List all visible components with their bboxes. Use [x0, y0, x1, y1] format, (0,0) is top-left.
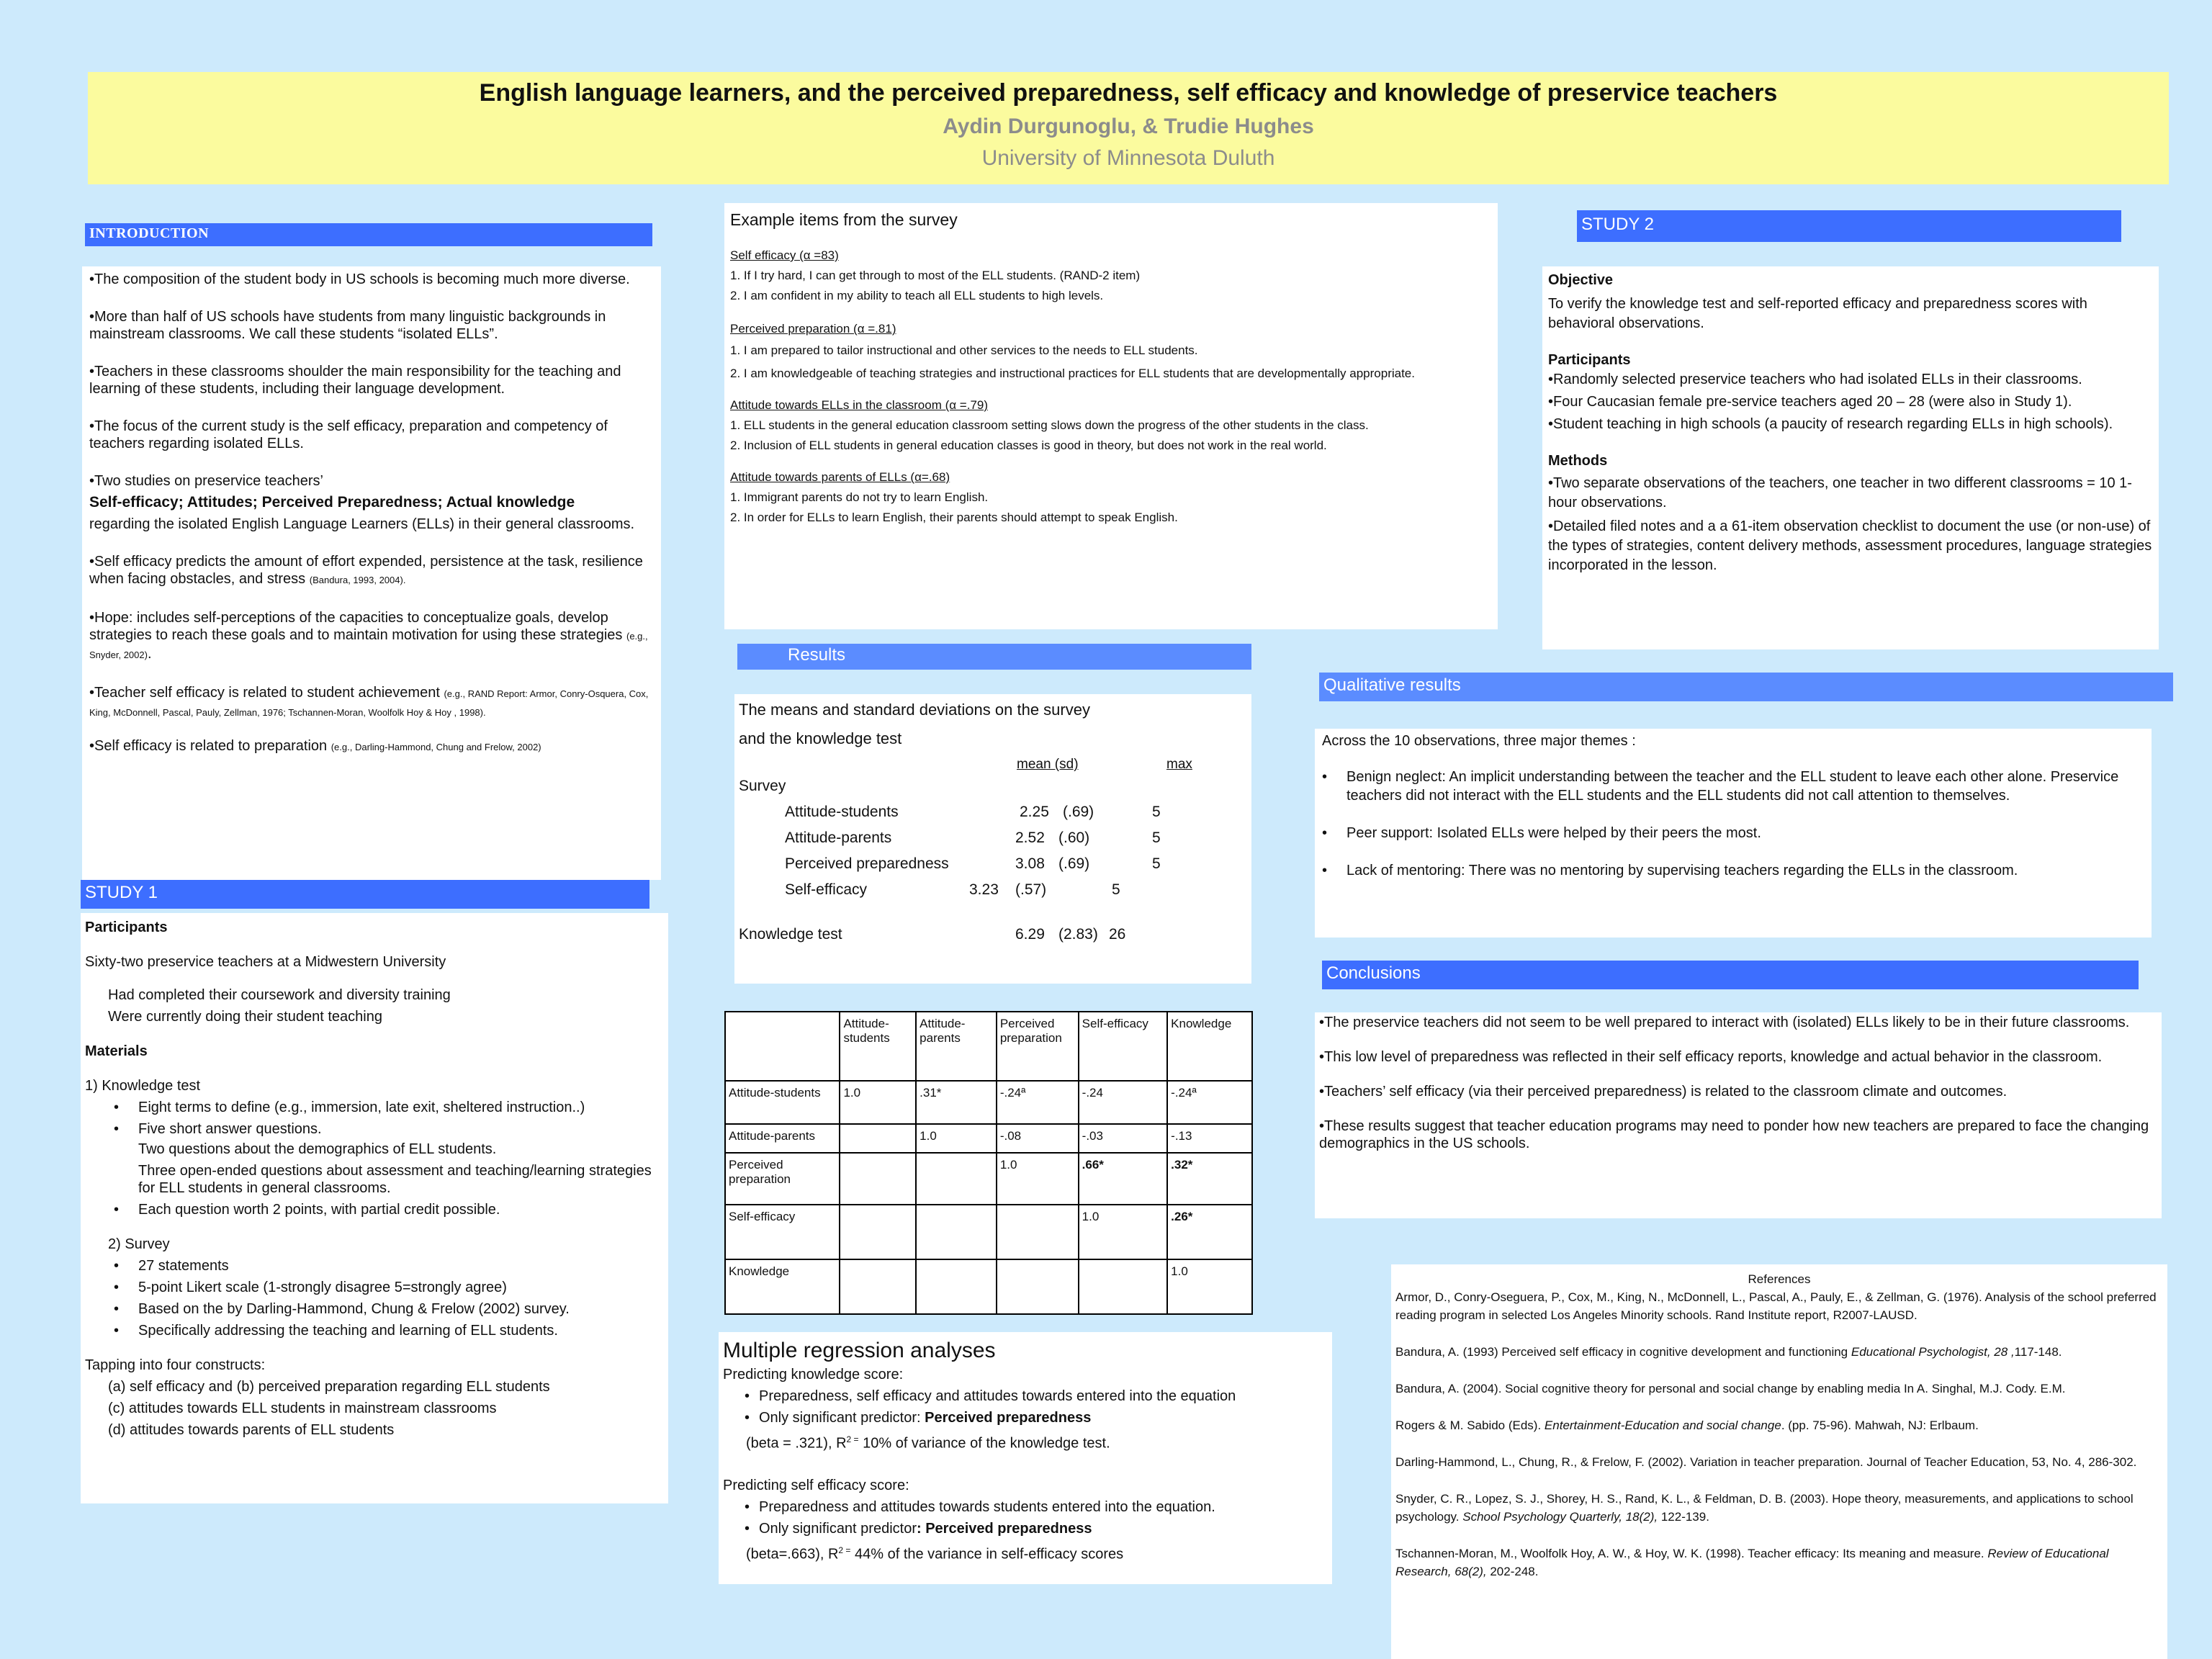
regression-stat	[723, 1539, 1328, 1565]
survey-item: 2. In order for ELLs to learn English, their parents should attempt to speak English.	[730, 511, 1178, 524]
survey-item: 1. Immigrant parents do not try to learn English.	[730, 490, 989, 504]
methods-item: •Detailed filed notes and a a 61-item observation checklist to document the use (or non-use) of the types of strategies, content delivery methods, assessment procedures, language strategies incorporated in the lesson.	[1548, 518, 2152, 573]
survey-label: Survey	[739, 778, 786, 794]
references-heading: References	[1748, 1272, 1811, 1286]
row-max: 5	[1152, 830, 1161, 846]
intro-point	[89, 684, 654, 721]
participants2-heading: Participants	[1548, 352, 1631, 368]
regression-panel	[719, 1332, 1332, 1584]
study2-panel	[1542, 266, 2159, 649]
reference-text: 202-248.	[1486, 1565, 1539, 1578]
participants2-item: •Four Caucasian female pre-service teachers aged 20 – 28 (were also in Study 1).	[1548, 394, 2072, 410]
table-cell: -.24	[1079, 1081, 1168, 1124]
survey-item: 2. I am confident in my ability to teach all ELL students to high levels.	[730, 289, 1104, 302]
table-cell: 1.0	[1079, 1205, 1168, 1259]
regression-subheading: Predicting knowledge score:	[723, 1367, 904, 1382]
results-heading: Results	[737, 644, 1251, 670]
table-corner-cell	[725, 1012, 840, 1081]
reference-journal: School Psychology Quarterly, 18(2),	[1462, 1510, 1658, 1524]
table-cell: .26*	[1167, 1205, 1252, 1259]
table-header-cell: Attitude-students	[840, 1012, 916, 1081]
table-row	[725, 1124, 1252, 1153]
regression-emphasis: : Perceived preparedness	[916, 1520, 1092, 1537]
table-cell	[997, 1259, 1079, 1314]
intro-citation: (e.g., Snyder, 2002)	[89, 631, 648, 660]
table-cell: 1.0	[997, 1153, 1079, 1205]
conclusion-item: •Teachers’ self efficacy (via their perceived preparedness) is related to the classroom climate and outcomes.	[1319, 1084, 2008, 1100]
intro-text: •Teacher self efficacy is related to student achievement	[89, 685, 440, 701]
table-cell: 1.0	[840, 1081, 916, 1124]
regression-emphasis: Perceived preparedness	[925, 1410, 1092, 1426]
results-intro: and the knowledge test	[739, 729, 902, 747]
survey-item: 2. I am knowledgeable of teaching strategies and instructional practices for ELL students that are developmentally appropriate.	[730, 367, 1415, 380]
knowledge-label: Knowledge test	[739, 926, 842, 943]
survey-items-panel	[724, 203, 1498, 629]
regression-item: • Preparedness and attitudes towards students entered into the equation.	[723, 1496, 1328, 1518]
table-row-label: Perceived preparation	[725, 1153, 840, 1205]
row-label: Perceived preparedness	[785, 855, 949, 872]
reference-text: . (pp. 75-96). Mahwah, NJ: Erlbaum.	[1781, 1419, 1979, 1432]
participants2-item: •Student teaching in high schools (a paucity of research regarding ELLs in high schools).	[1548, 416, 2113, 432]
table-cell: -.08	[997, 1124, 1079, 1153]
reference-text: Rogers & M. Sabido (Eds).	[1395, 1419, 1545, 1432]
table-cell: .32*	[1167, 1153, 1252, 1205]
table-cell	[840, 1205, 916, 1259]
list-item: • Based on the by Darling-Hammond, Chung & Frelow (2002) survey.	[138, 1300, 664, 1318]
references-panel	[1391, 1264, 2167, 1659]
row-sd: (.57)	[1015, 881, 1047, 898]
intro-citation: (Bandura, 1993, 2004).	[309, 575, 406, 585]
preparation-heading: Perceived preparation (α =.81)	[730, 322, 896, 336]
table-row	[725, 1081, 1252, 1124]
reference-item: Darling-Hammond, L., Chung, R., & Frelow, F. (2002). Variation in teacher preparation. Journal of Teacher Education, 53, No. 4, 286-302.	[1395, 1455, 2137, 1469]
regression-item	[723, 1518, 1328, 1539]
regression-item	[723, 1407, 1328, 1429]
row-mean: 2.52	[1015, 830, 1045, 846]
attitude-parents-heading: Attitude towards parents of ELLs (α=.68)	[730, 470, 950, 484]
row-max: 5	[1152, 855, 1161, 872]
knowledge-mean: 6.29	[1015, 926, 1045, 943]
methods-heading: Methods	[1548, 453, 1608, 469]
study2-heading: STUDY 2	[1577, 210, 2121, 242]
reference-text: 117-148.	[2014, 1345, 2062, 1359]
regression-sup: 2 =	[846, 1434, 859, 1444]
constructs-heading: Tapping into four constructs:	[85, 1357, 266, 1373]
row-sd: (.60)	[1058, 830, 1090, 846]
table-header-cell: Attitude-parents	[916, 1012, 997, 1081]
construct-item: (d) attitudes towards parents of ELL students	[108, 1422, 395, 1438]
list-item: • Each question worth 2 points, with partial credit possible.	[138, 1201, 664, 1218]
regression-text: Only significant predictor:	[759, 1410, 925, 1426]
objective-text: To verify the knowledge test and self-reported efficacy and preparedness scores with behavioral observations.	[1548, 296, 2087, 331]
regression-stat	[723, 1429, 1328, 1455]
intro-point	[89, 609, 654, 664]
conclusions-heading: Conclusions	[1322, 961, 2139, 989]
results-intro: The means and standard deviations on the survey	[739, 701, 1090, 719]
table-row-label: Self-efficacy	[725, 1205, 840, 1259]
reference-book: Entertainment-Education and social change	[1544, 1419, 1781, 1432]
intro-citation: (e.g., RAND Report: Armor, Conry-Osquera, Cox, King, McDonnell, Pascal, Pauly, Zellman, 1976; Tschannen-Moran, Woolfolk Hoy & Hoy , 1998).	[89, 688, 649, 718]
list-item: • Five short answer questions.	[138, 1120, 664, 1138]
objective-heading: Objective	[1548, 272, 1614, 288]
conclusion-item: •This low level of preparedness was reflected in their self efficacy reports, knowledge and actual behavior in the classroom.	[1319, 1049, 2103, 1065]
table-cell	[997, 1205, 1079, 1259]
list-subitem: Two questions about the demographics of ELL students.	[138, 1141, 497, 1157]
list-item: • Eight terms to define (e.g., immersion, late exit, sheltered instruction..)	[138, 1099, 664, 1116]
intro-point	[89, 553, 654, 589]
knowledge-sd: (2.83)	[1058, 926, 1098, 943]
list-item: • 27 statements	[138, 1257, 664, 1274]
table-cell: -.24ª	[997, 1081, 1079, 1124]
conclusion-item: •These results suggest that teacher education programs may need to ponder how new teachers are prepared to face the changing demographics in the US schools.	[1319, 1118, 2149, 1151]
poster-university: University of Minnesota Duluth	[981, 146, 1275, 170]
participants-detail: Were currently doing their student teaching	[108, 1009, 382, 1025]
row-sd: (.69)	[1058, 855, 1090, 872]
table-cell: -.24ª	[1167, 1081, 1252, 1124]
list-subitem: Three open-ended questions about assessment and teaching/learning strategies for ELL students in general classrooms.	[138, 1163, 652, 1196]
table-cell: .66*	[1079, 1153, 1168, 1205]
construct-item: (a) self efficacy and (b) perceived preparation regarding ELL students	[108, 1379, 550, 1395]
conclusion-item: •The preservice teachers did not seem to be well prepared to interact with (isolated) ELLs likely to be in their future classrooms.	[1319, 1015, 2130, 1030]
col-mean-header: mean (sd)	[1017, 757, 1079, 772]
construct-item: (c) attitudes towards ELL students in mainstream classrooms	[108, 1401, 497, 1416]
means-table	[739, 749, 1247, 1051]
reference-journal: Educational Psychologist, 28 ,	[1851, 1345, 2015, 1359]
reference-item	[1395, 1490, 2163, 1526]
survey-heading: 2) Survey	[108, 1236, 170, 1252]
table-row	[725, 1259, 1252, 1314]
materials-heading: Materials	[85, 1043, 148, 1059]
table-cell: .31*	[916, 1081, 997, 1124]
regression-heading: Multiple regression analyses	[723, 1339, 996, 1362]
table-cell	[840, 1153, 916, 1205]
survey-item: 2. Inclusion of ELL students in general education classes is good in theory, but does not work in the real world.	[730, 439, 1327, 452]
survey-item: 1. If I try hard, I can get through to most of the ELL students. (RAND-2 item)	[730, 269, 1141, 282]
regression-item: • Preparedness, self efficacy and attitudes towards entered into the equation	[723, 1385, 1328, 1407]
list-item: • 5-point Likert scale (1-strongly disagree 5=strongly agree)	[138, 1279, 664, 1296]
qualitative-intro: Across the 10 observations, three major themes :	[1322, 733, 1636, 749]
list-item: • Specifically addressing the teaching and learning of ELL students.	[138, 1322, 664, 1339]
table-cell	[916, 1153, 997, 1205]
survey-item: 1. I am prepared to tailor instructional and other services to the needs to ELL students.	[730, 343, 1198, 357]
table-header-cell: Knowledge	[1167, 1012, 1252, 1081]
col-max-header: max	[1166, 757, 1192, 772]
regression-text: 44% of the variance in self-efficacy scores	[850, 1546, 1124, 1563]
reference-item	[1395, 1416, 2163, 1434]
regression-text: Only significant predictor	[759, 1520, 917, 1537]
conclusions-panel	[1315, 1012, 2162, 1218]
knowledge-max: 26	[1109, 926, 1126, 943]
row-sd: (.69)	[1063, 804, 1094, 820]
row-max: 5	[1152, 804, 1161, 820]
intro-point: •The composition of the student body in US schools is becoming much more diverse.	[89, 271, 630, 287]
table-cell	[840, 1124, 916, 1153]
row-mean: 3.23	[969, 881, 999, 898]
reference-item: Armor, D., Conry-Oseguera, P., Cox, M., King, N., McDonnell, L., Pascal, A., Pauly, E., & Zellman, G. (1976). Analysis of the school preferred reading program in selected Los Angeles Minority schools. Rand Institute report, R2007-LAUSD.	[1395, 1290, 2157, 1322]
row-mean: 2.25	[1020, 804, 1049, 820]
regression-text: (beta = .321), R	[746, 1435, 847, 1452]
intro-citation: (e.g., Darling-Hammond, Chung and Frelow, 2002)	[331, 742, 541, 752]
introduction-panel	[82, 266, 661, 880]
table-cell: -.13	[1167, 1124, 1252, 1153]
intro-text: •Self efficacy predicts the amount of effort expended, persistence at the task, resilience when facing obstacles, and stress	[89, 554, 643, 587]
reference-text: Bandura, A. (1993) Perceived self efficacy in cognitive development and functioning	[1395, 1345, 1851, 1359]
table-header-cell: Perceived preparation	[997, 1012, 1079, 1081]
knowledge-test-list	[85, 1099, 664, 1138]
reference-item	[1395, 1545, 2163, 1581]
table-cell	[840, 1259, 916, 1314]
regression-sup: 2 =	[838, 1545, 851, 1555]
intro-point: •The focus of the current study is the self efficacy, preparation and competency of teachers regarding isolated ELLs.	[89, 418, 608, 451]
reference-item: Bandura, A. (2004). Social cognitive theory for personal and social change by enabling media In A. Singhal, M.J. Cody. E.M.	[1395, 1382, 2066, 1395]
knowledge-test-heading: 1) Knowledge test	[85, 1078, 201, 1094]
qualitative-item: • Lack of mentoring: There was no mentoring by supervising teachers regarding the ELLs in the classroom.	[1322, 861, 2144, 880]
table-cell: 1.0	[1167, 1259, 1252, 1314]
reference-text: 122-139.	[1658, 1510, 1709, 1524]
knowledge-test-list	[85, 1201, 664, 1218]
study1-panel	[81, 913, 668, 1503]
row-label: Self-efficacy	[785, 881, 867, 898]
intro-point: •Two studies on preservice teachers’	[89, 473, 323, 489]
table-header-cell: Self-efficacy	[1079, 1012, 1168, 1081]
correlation-table	[724, 1011, 1253, 1315]
intro-constructs: Self-efficacy; Attitudes; Perceived Preparedness; Actual knowledge	[89, 494, 575, 511]
table-row	[725, 1205, 1252, 1259]
reference-text: Snyder, C. R., Lopez, S. J., Shorey, H. S., Rand, K. L., & Feldman, D. B. (2003). Hope theory, measurements, and applications to school psychology.	[1395, 1492, 2134, 1524]
participants2-item: •Randomly selected preservice teachers who had isolated ELLs in their classrooms.	[1548, 372, 2082, 387]
qualitative-panel	[1315, 729, 2152, 938]
study1-heading: STUDY 1	[81, 880, 649, 909]
intro-point: regarding the isolated English Language Learners (ELLs) in their general classrooms.	[89, 516, 635, 532]
intro-text: .	[147, 646, 152, 662]
table-cell	[916, 1205, 997, 1259]
qualitative-item: • Peer support: Isolated ELLs were helped by their peers the most.	[1322, 824, 2144, 842]
table-cell: 1.0	[916, 1124, 997, 1153]
row-label: Attitude-students	[785, 804, 899, 820]
qualitative-item: • Benign neglect: An implicit understanding between the teacher and the ELL student to leave each other alone. Preservice teachers did not interact with the ELL students and the ELL students did not call attention to themselves.	[1322, 768, 2144, 805]
survey-items-heading: Example items from the survey	[730, 210, 958, 229]
table-header-row	[725, 1012, 1252, 1081]
regression-text: 10% of variance of the knowledge test.	[858, 1435, 1110, 1452]
regression-text: (beta=.663), R	[746, 1546, 839, 1563]
participants-text: Sixty-two preservice teachers at a Midwestern University	[85, 954, 446, 970]
survey-item: 1. ELL students in the general education classroom setting slows down the progress of the other students in the class.	[730, 418, 1369, 432]
intro-text: •Self efficacy is related to preparation	[89, 738, 328, 754]
poster-authors: Aydin Durgunoglu, & Trudie Hughes	[943, 114, 1314, 138]
table-cell: -.03	[1079, 1124, 1168, 1153]
methods-item: •Two separate observations of the teachers, one teacher in two different classrooms = 10 1-hour observations.	[1548, 475, 2132, 511]
row-label: Attitude-parents	[785, 830, 892, 846]
poster-title: English language learners, and the perceived preparedness, self efficacy and knowledge of preservice teachers	[479, 79, 1778, 107]
qualitative-heading: Qualitative results	[1319, 673, 2173, 701]
reference-item	[1395, 1343, 2163, 1361]
intro-text: •Hope: includes self-perceptions of the capacities to conceptualize goals, develop strategies to reach these goals and to maintain motivation for using these strategies	[89, 610, 623, 643]
self-efficacy-heading: Self efficacy (α =83)	[730, 248, 839, 262]
intro-point	[89, 737, 654, 756]
participants-detail: Had completed their coursework and diversity training	[108, 987, 451, 1003]
intro-point: •Teachers in these classrooms shoulder the main responsibility for the teaching and learning of these students, including their language development.	[89, 364, 621, 397]
poster-header	[88, 72, 2169, 184]
table-row-label: Knowledge	[725, 1259, 840, 1314]
results-panel	[734, 694, 1251, 984]
attitude-students-heading: Attitude towards ELLs in the classroom (α =.79)	[730, 398, 989, 412]
intro-point: •More than half of US schools have students from many linguistic backgrounds in mainstream classrooms. We call these students “isolated ELLs”.	[89, 309, 606, 342]
introduction-heading: INTRODUCTION	[85, 223, 652, 246]
table-cell	[916, 1259, 997, 1314]
reference-journal: Review of Educational Research, 68(2),	[1395, 1547, 2109, 1578]
survey-list	[85, 1257, 664, 1339]
row-max: 5	[1112, 881, 1120, 898]
correlation-table-wrap	[724, 1011, 1253, 1315]
participants-heading: Participants	[85, 920, 168, 935]
table-cell	[1079, 1259, 1168, 1314]
reference-text: Tschannen-Moran, M., Woolfolk Hoy, A. W., & Hoy, W. K. (1998). Teacher efficacy: Its meaning and measure.	[1395, 1547, 1988, 1560]
table-row	[725, 1153, 1252, 1205]
row-mean: 3.08	[1015, 855, 1045, 872]
table-row-label: Attitude-students	[725, 1081, 840, 1124]
table-row-label: Attitude-parents	[725, 1124, 840, 1153]
regression-subheading: Predicting self efficacy score:	[723, 1477, 909, 1493]
